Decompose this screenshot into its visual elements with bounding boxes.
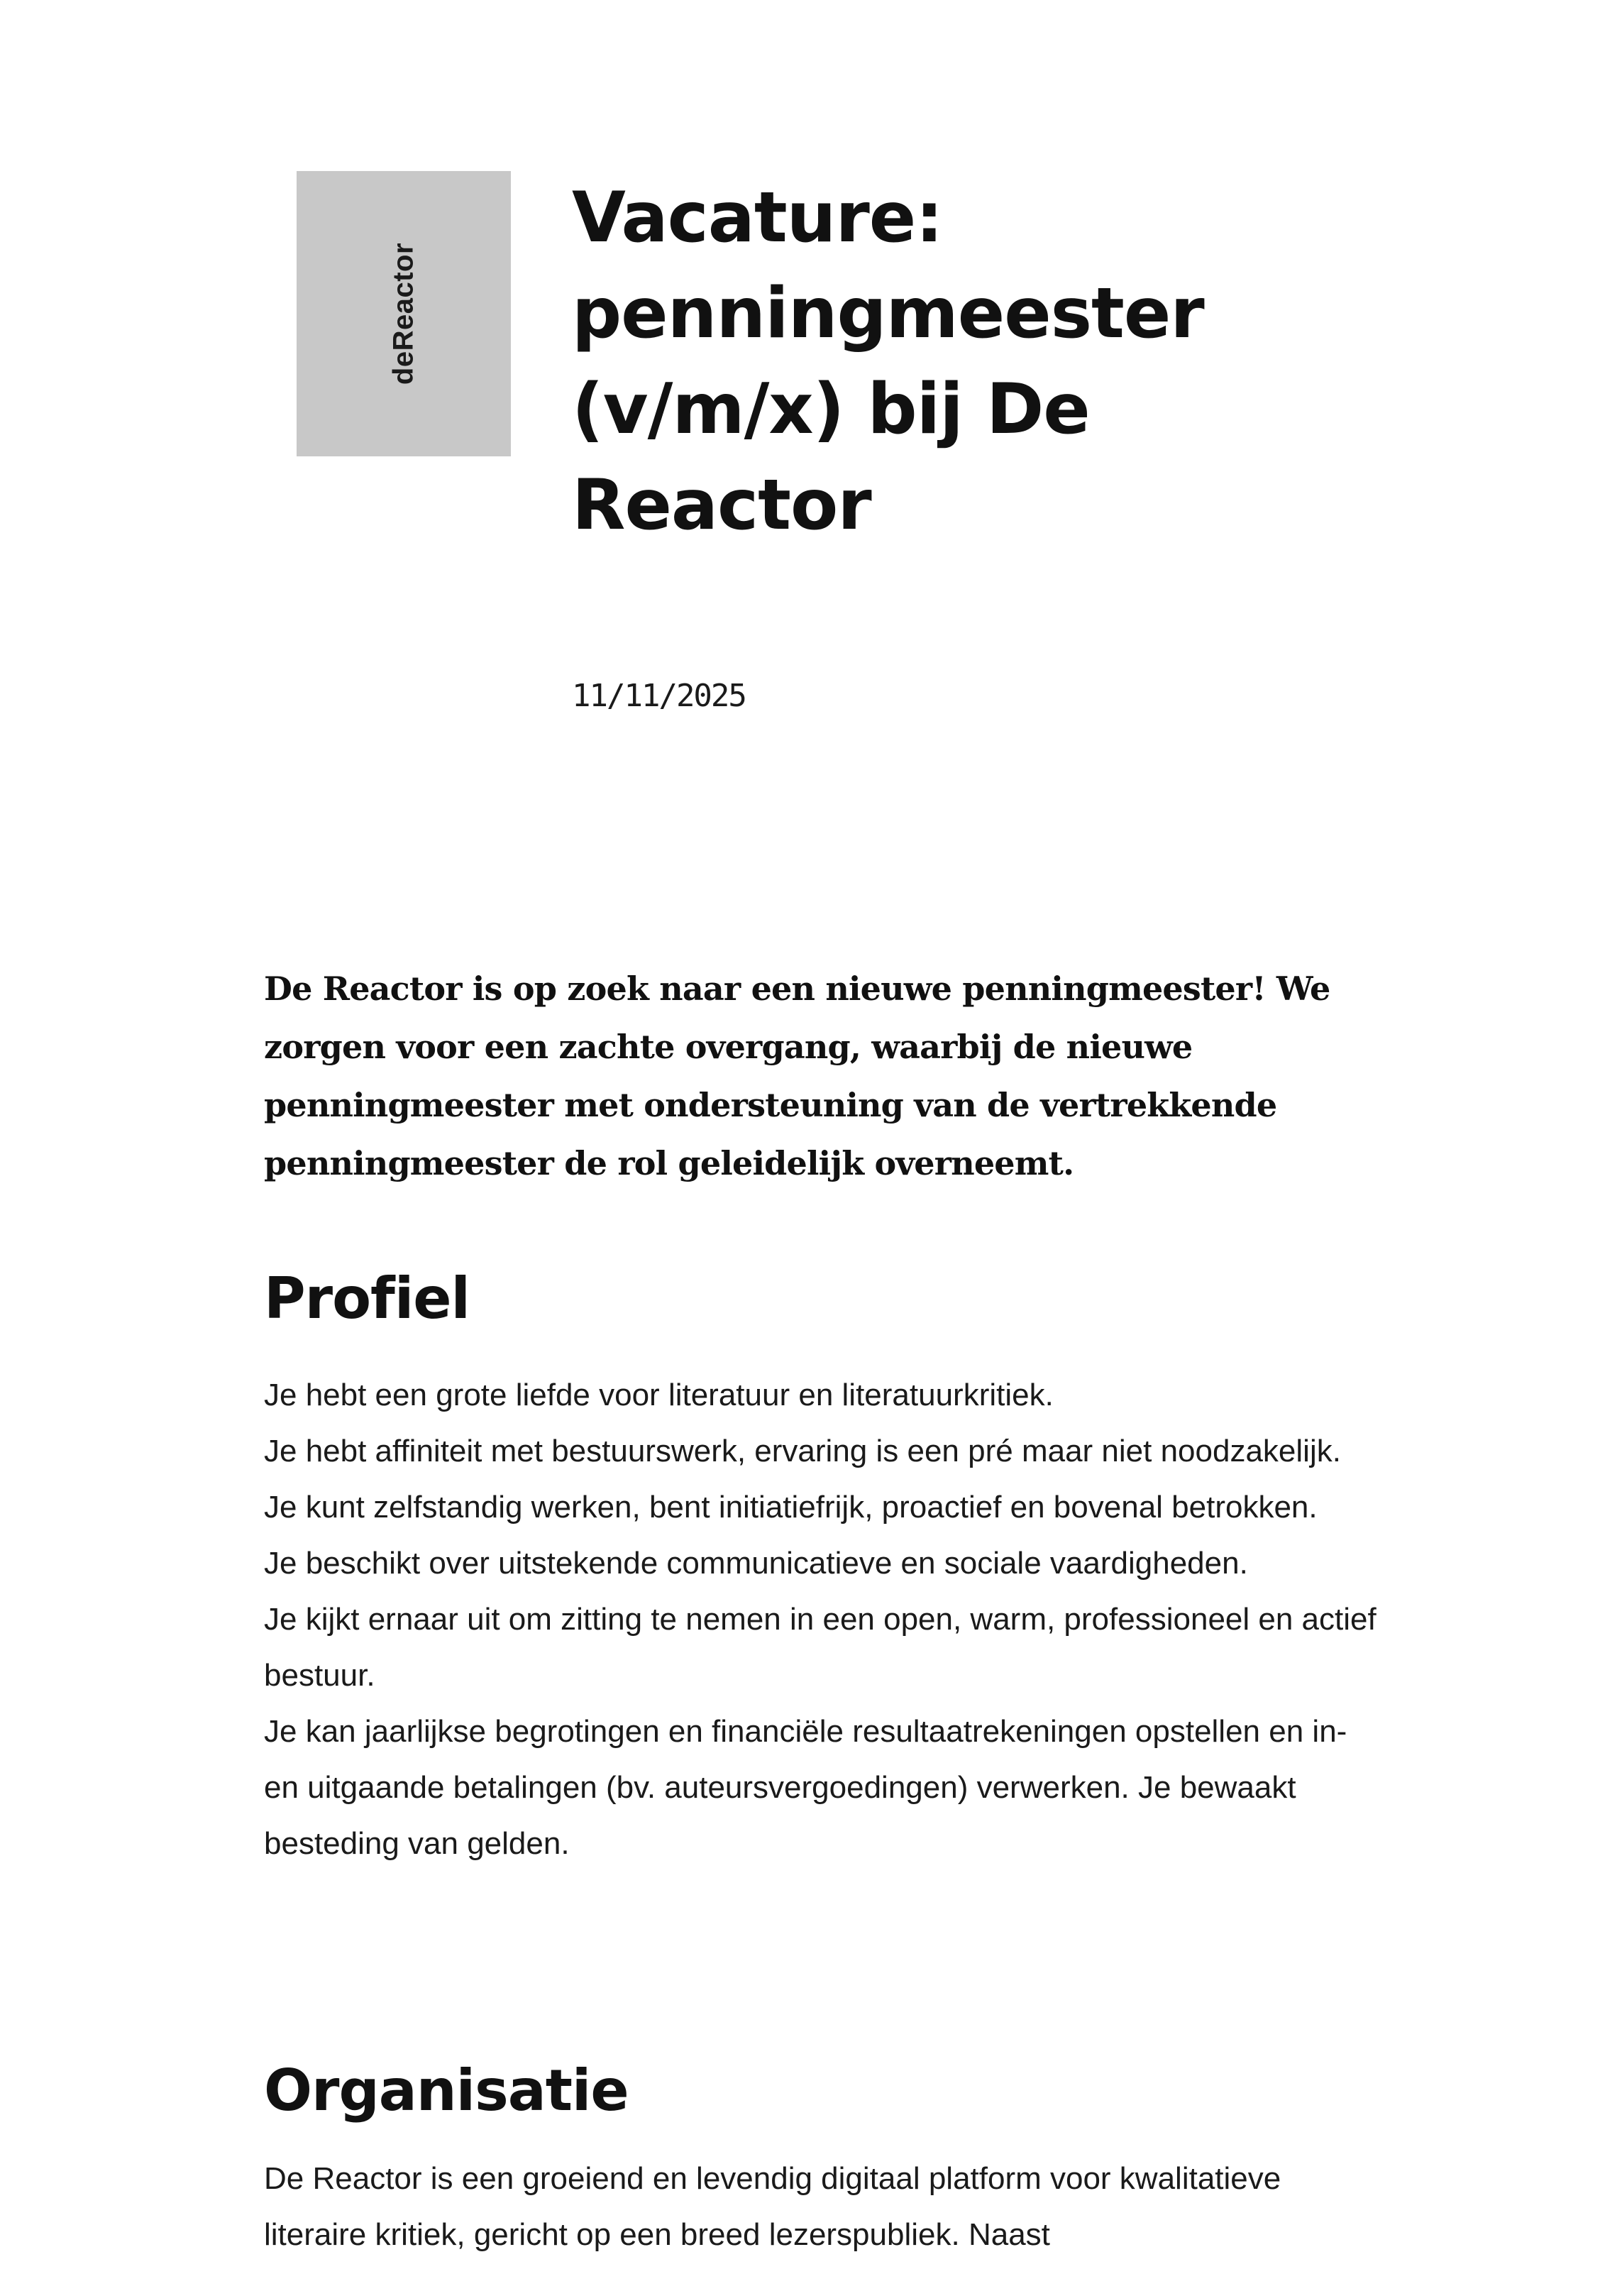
organisatie-paragraph: De Reactor is een groeiend en levendig digitaal platform voor kwalitatieve literaire kritiek, gericht op een breed lezerspubliek. Naast — [264, 2161, 1281, 2252]
profiel-item: Je kunt zelfstandig werken, bent initiatiefrijk, proactief en bovenal betrokken. — [264, 1490, 1318, 1525]
publication-date: 11/11/2025 — [572, 678, 746, 714]
site-logo[interactable] — [297, 171, 511, 456]
section-heading-profiel: Profiel — [264, 1265, 470, 1331]
profiel-item: Je hebt een grote liefde voor literatuur en literatuurkritiek. — [264, 1378, 1054, 1412]
profiel-list — [264, 1367, 1385, 1872]
logo-wordmark: deReactor — [387, 242, 419, 385]
profiel-item: Je beschikt over uitstekende communicatieve en sociale vaardigheden. — [264, 1546, 1248, 1581]
article-lead: De Reactor is op zoek naar een nieuwe penningmeester! We zorgen voor een zachte overgang, waarbij de nieuwe penningmeester met ondersteuning van de vertrekkende penningmeester de rol geleidelijk overneemt. — [264, 970, 1330, 1182]
section-heading-organisatie: Organisatie — [264, 2058, 629, 2124]
profiel-item: Je kijkt ernaar uit om zitting te nemen in een open, warm, professioneel en actief bestuur. — [264, 1602, 1377, 1693]
article-title: Vacature: penningmeester (v/m/x) bij De Reactor — [572, 177, 1204, 546]
profiel-item: Je kan jaarlijkse begrotingen en financiële resultaatrekeningen opstellen en in- en uitgaande betalingen (bv. auteursvergoedingen) verwerken. Je bewaakt besteding van gelden. — [264, 1714, 1347, 1861]
profiel-item: Je hebt affiniteit met bestuurswerk, ervaring is een pré maar niet noodzakelijk. — [264, 1434, 1341, 1468]
